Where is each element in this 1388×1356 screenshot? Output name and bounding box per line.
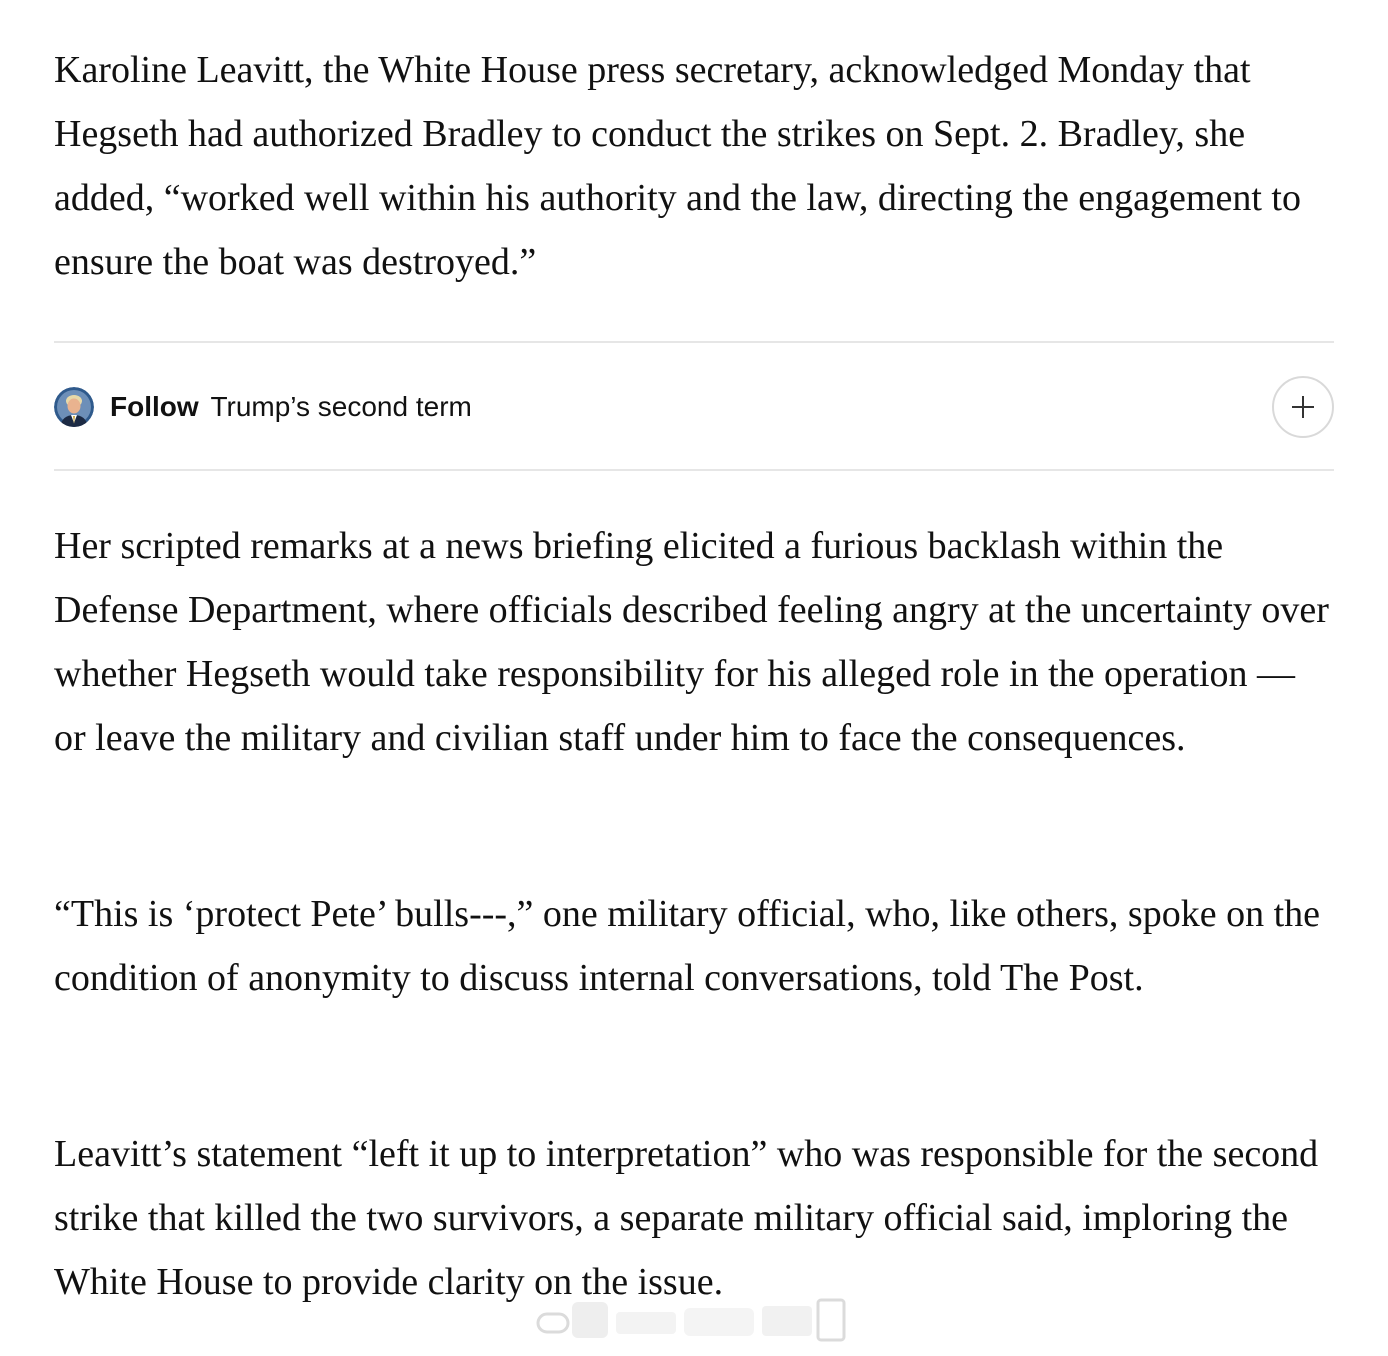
follow-topic-bar	[54, 341, 1334, 471]
article-paragraph: Leavitt’s statement “left it up to interpretation” who was responsible for the second strike that killed the two survivors, a separate military official said, imploring the White House to provide clarity on the issue.	[54, 1133, 1319, 1303]
follow-topic-text[interactable]	[110, 389, 472, 425]
follow-plus-button[interactable]	[1272, 376, 1334, 438]
person-portrait-icon	[54, 387, 94, 427]
topic-label[interactable]: Trump’s second term	[210, 391, 472, 422]
plus-icon	[1292, 396, 1314, 418]
follow-label[interactable]: Follow	[110, 391, 199, 422]
article-paragraph: Karoline Leavitt, the White House press secretary, acknowledged Monday that Hegseth had authorized Bradley to conduct the strikes on Sept. 2. Bradley, she added, “worked well within his authority and the law, directing the engagement to ensure the boat was destroyed.”	[54, 49, 1301, 283]
watermark-logo	[536, 1298, 848, 1342]
topic-avatar[interactable]	[54, 387, 94, 427]
article-paragraph: “This is ‘protect Pete’ bulls---,” one military official, who, like others, spoke on the condition of anonymity to discuss internal conversations, told The Post.	[54, 893, 1320, 999]
article-paragraph: Her scripted remarks at a news briefing elicited a furious backlash within the Defense Department, where officials described feeling angry at the uncertainty over whether Hegseth would take responsibility for his alleged role in the operation — or leave the military and civilian staff under him to face the consequences.	[54, 525, 1329, 759]
